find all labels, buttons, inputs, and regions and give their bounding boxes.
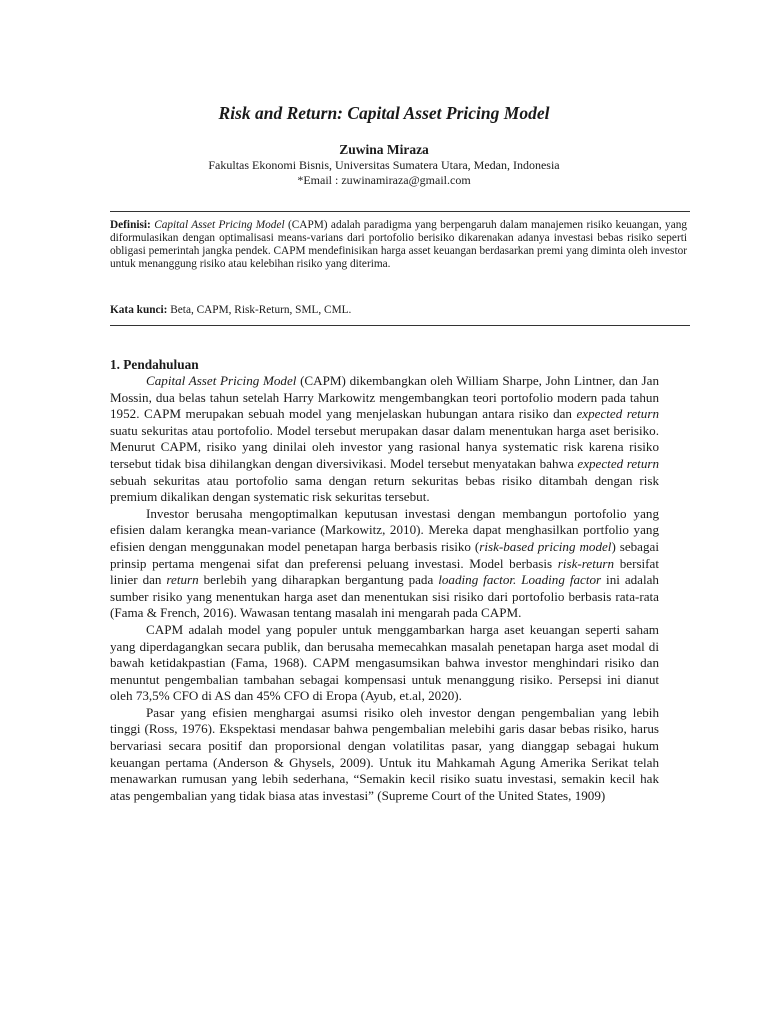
abstract-bottom-rule <box>110 325 690 326</box>
author-email: *Email : zuwinamiraza@gmail.com <box>297 173 471 187</box>
text-run: (CAPM) dikembangkan oleh William Sharpe, John Lintner, dan Jan Mossin, dua belas tahun setelah Harry Markowitz mengembangkan teori portofolio modern pada tahun 1952. CAPM merupakan sebuah model yang menjelaskan hubungan antara risiko dan <box>110 373 659 422</box>
paragraph-3: CAPM adalah model yang populer untuk menggambarkan harga aset keuangan seperti saham yang diperdagangkan secara publik, dan berusaha memecahkan masalah penetapan harga aset modal di bawah ketidakpastian (Fama, 1968). CAPM mengasumsikan bahwa investor menghindari risiko dan menuntut pengembalian tambahan sebagai kompensasi untuk menanggung risiko. Persepsi ini dianut oleh 73,5% CFO di AS dan 45% CFO di Eropa (Ayub, et.al, 2020). <box>110 621 659 704</box>
paper-title: Risk and Return: Capital Asset Pricing Model <box>218 103 550 123</box>
abstract-term: Capital Asset Pricing Model <box>154 219 285 231</box>
abstract-top-rule <box>110 211 690 212</box>
paragraph-2 <box>110 506 659 622</box>
paragraph-1 <box>110 373 659 506</box>
emphasis: expected return <box>576 406 659 422</box>
abstract-text: (CAPM) adalah paradigma yang berpengaruh dalam manajemen risiko keuangan, yang diformulasikan dengan optimalisasi means-varians dari portofolio berisiko dikarenakan adanya investasi bebas risiko seperti obligasi pemerintah jangka pendek. CAPM mendefinisikan harga asset keuangan berdasarkan premi yang diminta oleh investor untuk menanggung risiko atau kelebihan risiko yang diterima. <box>110 219 688 270</box>
text-run: sebuah sekuritas atau portofolio sama dengan return sekuritas bebas risiko ditambah dengan risk premium dikalikan dengan systematic risk sekuritas tersebut. <box>110 472 659 505</box>
emphasis: Capital Asset Pricing Model <box>146 373 297 388</box>
keywords-text: Beta, CAPM, Risk-Return, SML, CML. <box>167 304 352 316</box>
section-heading-introduction: 1. Pendahuluan <box>110 357 199 372</box>
text-run: bersifat linier dan <box>110 555 659 588</box>
keywords-label: Kata kunci: <box>110 304 168 316</box>
author-affiliation: Fakultas Ekonomi Bisnis, Universitas Sumatera Utara, Medan, Indonesia <box>208 158 560 172</box>
author-name: Zuwina Miraza <box>339 142 429 157</box>
emphasis: loading factor. Loading factor <box>438 572 602 588</box>
keywords <box>110 304 687 316</box>
abstract <box>110 219 687 271</box>
text-run: suatu sekuritas atau portofolio. Model tersebut merupakan dasar dalam menentukan harga aset berisiko. Menurut CAPM, risiko yang dinilai oleh investor yang rasional hanya systematic risk karena risiko tersebut tidak bisa dihilangkan dengan diversivikasi. Model tersebut menyatakan bahwa <box>110 422 659 471</box>
emphasis: expected return <box>577 455 660 471</box>
abstract-label: Definisi: <box>110 219 151 231</box>
paragraph-4: Pasar yang efisien menghargai asumsi risiko oleh investor dengan pengembalian yang lebih tinggi (Ross, 1976). Ekspektasi mendasar bahwa pengembalian melebihi garis dasar bebas risiko, harus bervariasi secara positif dan proporsional dengan volatilitas pasar, yang dianggap sebagai hukum keuangan pertama (Anderson & Ghysels, 2009). Untuk itu Mahkamah Agung Amerika Serikat telah menawarkan rumusan yang lebih sederhana, “Semakin kecil risiko suatu investasi, semakin kecil hak atas pengembalian yang tidak biasa atas investasi” (Supreme Court of the United States, 1909) <box>110 704 659 803</box>
emphasis: risk-return <box>557 555 615 571</box>
section-body <box>110 373 659 804</box>
text-run: ) sebagai prinsip pertama mengenai sifat dan preferensi peluang investasi. Model berbasis <box>110 538 659 571</box>
text-run: Investor berusaha mengoptimalkan keputusan investasi dengan membangun portofolio yang efisien dalam kerangka mean-variance (Markowitz, 2010). Mereka dapat menghasilkan portfolio yang efisien dengan menggunakan model penetapan harga berbasis risiko ( <box>110 505 659 554</box>
emphasis: risk-based pricing model <box>479 538 612 554</box>
text-run: berlebih yang diharapkan bergantung pada <box>198 572 439 588</box>
emphasis: return <box>166 572 199 588</box>
text-run: ini adalah sumber risiko yang menentukan harga aset dan menentukan sisi risiko dari portofolio berbasis rata-rata (Fama & French, 2016). Wawasan tentang masalah ini mengarah pada CAPM. <box>110 572 659 621</box>
